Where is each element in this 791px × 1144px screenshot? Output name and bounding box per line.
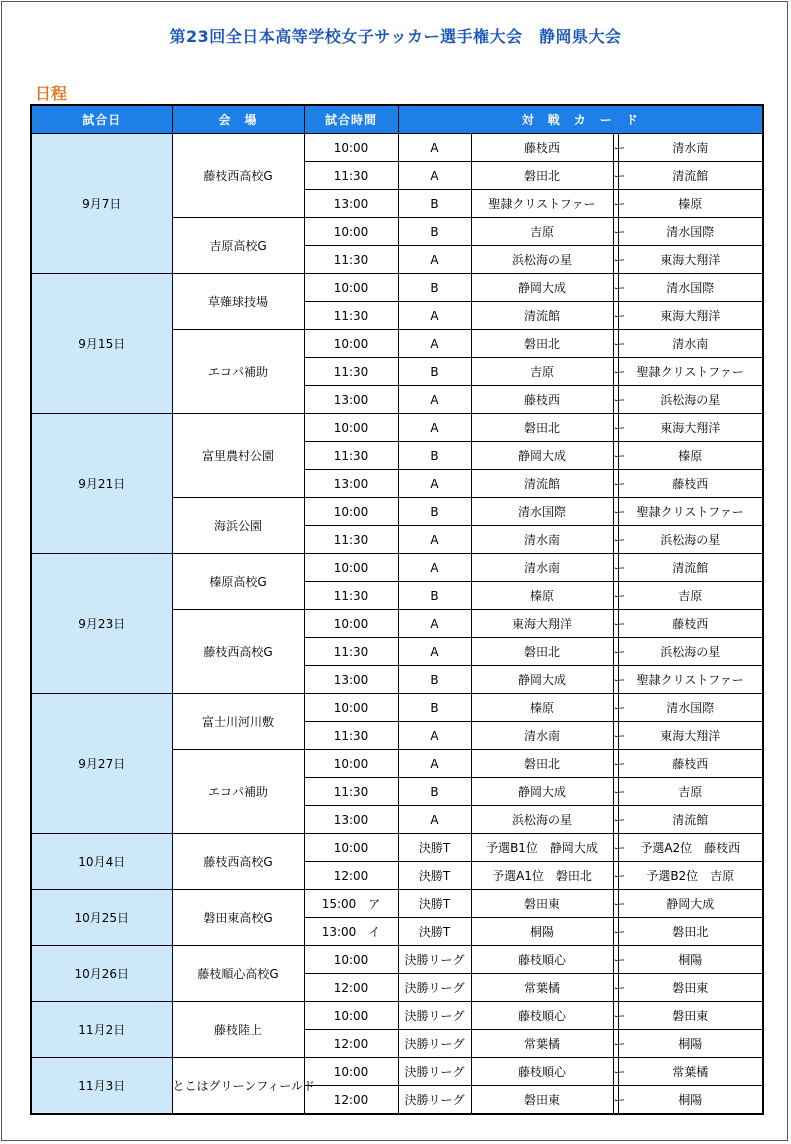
group-label: 決勝T [398,918,471,946]
venue-name: 富里農村公園 [172,414,304,498]
kickoff-time: 13:00 [304,666,398,694]
kickoff-time: 10:00 [304,330,398,358]
away-team: 吉原 [618,582,763,610]
match-date: 11月2日 [31,1002,172,1058]
away-team: 静岡大成 [618,890,763,918]
venue-name: とこはグリーンフィールド [172,1058,304,1115]
kickoff-time: 13:00 [304,386,398,414]
home-team: 静岡大成 [471,666,613,694]
versus-separator: ー [613,414,618,442]
schedule-body [31,134,763,1115]
group-label: B [398,218,471,246]
versus-separator: ー [613,330,618,358]
match-row [31,946,763,974]
kickoff-time: 11:30 [304,722,398,750]
kickoff-time: 10:00 [304,414,398,442]
group-label: 決勝T [398,890,471,918]
kickoff-time: 10:00 [304,554,398,582]
versus-separator: ー [613,274,618,302]
kickoff-time: 10:00 [304,218,398,246]
group-label: 決勝T [398,862,471,890]
match-date: 10月26日 [31,946,172,1002]
group-label: B [398,582,471,610]
venue-name: 富士川河川敷 [172,694,304,750]
versus-separator: ー [613,190,618,218]
versus-separator: ー [613,666,618,694]
match-date: 9月15日 [31,274,172,414]
match-row [31,274,763,302]
versus-separator: ー [613,862,618,890]
home-team: 静岡大成 [471,442,613,470]
kickoff-time: 11:30 [304,582,398,610]
home-team: 浜松海の星 [471,806,613,834]
group-label: A [398,302,471,330]
group-label: A [398,470,471,498]
versus-separator: ー [613,498,618,526]
group-label: A [398,134,471,162]
venue-name: 藤枝陸上 [172,1002,304,1058]
versus-separator: ー [613,750,618,778]
versus-separator: ー [613,638,618,666]
match-date: 10月4日 [31,834,172,890]
match-row [31,1002,763,1030]
group-label: 決勝リーグ [398,1086,471,1115]
kickoff-time: 10:00 [304,274,398,302]
away-team: 榛原 [618,442,763,470]
match-row [31,890,763,918]
away-team: 聖隷クリストファー [618,498,763,526]
group-label: 決勝リーグ [398,1002,471,1030]
kickoff-time: 11:30 [304,162,398,190]
kickoff-time: 15:00 ア [304,890,398,918]
page-title: 第23回全日本高等学校女子サッカー選手権大会 静岡県大会 [169,27,622,46]
group-label: A [398,750,471,778]
away-team: 藤枝西 [618,610,763,638]
group-label: 決勝リーグ [398,1058,471,1086]
away-team: 桐陽 [618,946,763,974]
venue-name: 藤枝順心高校G [172,946,304,1002]
home-team: 藤枝西 [471,386,613,414]
kickoff-time: 12:00 [304,1086,398,1115]
home-team: 東海大翔洋 [471,610,613,638]
home-team: 桐陽 [471,918,613,946]
match-row [31,554,763,582]
header-card: 対 戦 カ ー ド [398,105,763,134]
home-team: 予選B1位 静岡大成 [471,834,613,862]
home-team: 清流館 [471,470,613,498]
group-label: A [398,526,471,554]
away-team: 清流館 [618,806,763,834]
versus-separator: ー [613,218,618,246]
kickoff-time: 11:30 [304,302,398,330]
header-venue: 会 場 [172,105,304,134]
away-team: 桐陽 [618,1086,763,1115]
away-team: 藤枝西 [618,470,763,498]
away-team: 清水国際 [618,274,763,302]
group-label: B [398,778,471,806]
kickoff-time: 13:00 [304,190,398,218]
away-team: 吉原 [618,778,763,806]
venue-name: 榛原高校G [172,554,304,610]
away-team: 浜松海の星 [618,638,763,666]
away-team: 東海大翔洋 [618,722,763,750]
versus-separator: ー [613,778,618,806]
versus-separator: ー [613,582,618,610]
kickoff-time: 10:00 [304,1058,398,1086]
home-team: 磐田東 [471,1086,613,1115]
match-row [31,694,763,722]
venue-name: 藤枝西高校G [172,834,304,890]
group-label: B [398,498,471,526]
group-label: A [398,414,471,442]
away-team: 桐陽 [618,1030,763,1058]
versus-separator: ー [613,890,618,918]
kickoff-time: 11:30 [304,778,398,806]
versus-separator: ー [613,162,618,190]
group-label: 決勝リーグ [398,974,471,1002]
kickoff-time: 10:00 [304,694,398,722]
home-team: 藤枝順心 [471,1002,613,1030]
kickoff-time: 10:00 [304,498,398,526]
kickoff-time: 10:00 [304,610,398,638]
away-team: 清流館 [618,554,763,582]
match-row [31,134,763,162]
versus-separator: ー [613,974,618,1002]
match-row [31,414,763,442]
home-team: 藤枝西 [471,134,613,162]
away-team: 常葉橘 [618,1058,763,1086]
group-label: B [398,358,471,386]
group-label: B [398,442,471,470]
group-label: B [398,274,471,302]
away-team: 聖隷クリストファー [618,666,763,694]
match-date: 9月21日 [31,414,172,554]
venue-name: 藤枝西高校G [172,610,304,694]
group-label: A [398,330,471,358]
home-team: 常葉橘 [471,1030,613,1058]
match-date: 10月25日 [31,890,172,946]
home-team: 榛原 [471,582,613,610]
home-team: 浜松海の星 [471,246,613,274]
venue-name: エコパ補助 [172,750,304,834]
home-team: 磐田東 [471,890,613,918]
away-team: 予選B2位 吉原 [618,862,763,890]
home-team: 磐田北 [471,414,613,442]
versus-separator: ー [613,806,618,834]
home-team: 清水国際 [471,498,613,526]
kickoff-time: 13:00 [304,806,398,834]
kickoff-time: 10:00 [304,1002,398,1030]
header-time: 試合時間 [304,105,398,134]
home-team: 常葉橘 [471,974,613,1002]
home-team: 磐田北 [471,638,613,666]
versus-separator: ー [613,302,618,330]
kickoff-time: 11:30 [304,442,398,470]
away-team: 清水国際 [618,218,763,246]
versus-separator: ー [613,946,618,974]
kickoff-time: 13:00 イ [304,918,398,946]
away-team: 榛原 [618,190,763,218]
versus-separator: ー [613,442,618,470]
away-team: 磐田東 [618,1002,763,1030]
versus-separator: ー [613,1030,618,1058]
home-team: 静岡大成 [471,778,613,806]
venue-name: 藤枝西高校G [172,134,304,218]
kickoff-time: 11:30 [304,358,398,386]
versus-separator: ー [613,1002,618,1030]
away-team: 東海大翔洋 [618,302,763,330]
kickoff-time: 10:00 [304,834,398,862]
home-team: 藤枝順心 [471,946,613,974]
away-team: 清流館 [618,162,763,190]
group-label: A [398,722,471,750]
group-label: B [398,694,471,722]
kickoff-time: 12:00 [304,974,398,1002]
away-team: 聖隷クリストファー [618,358,763,386]
versus-separator: ー [613,1086,618,1115]
group-label: A [398,386,471,414]
home-team: 磐田北 [471,330,613,358]
home-team: 清流館 [471,302,613,330]
versus-separator: ー [613,834,618,862]
group-label: A [398,554,471,582]
home-team: 清水南 [471,722,613,750]
versus-separator: ー [613,610,618,638]
match-row [31,834,763,862]
away-team: 東海大翔洋 [618,246,763,274]
kickoff-time: 10:00 [304,134,398,162]
kickoff-time: 12:00 [304,1030,398,1058]
versus-separator: ー [613,386,618,414]
home-team: 榛原 [471,694,613,722]
match-date: 11月3日 [31,1058,172,1115]
match-date: 9月23日 [31,554,172,694]
versus-separator: ー [613,470,618,498]
away-team: 磐田北 [618,918,763,946]
versus-separator: ー [613,694,618,722]
versus-separator: ー [613,722,618,750]
home-team: 清水南 [471,554,613,582]
kickoff-time: 11:30 [304,526,398,554]
group-label: A [398,246,471,274]
away-team: 清水国際 [618,694,763,722]
venue-name: 草薙球技場 [172,274,304,330]
away-team: 清水南 [618,330,763,358]
versus-separator: ー [613,134,618,162]
away-team: 東海大翔洋 [618,414,763,442]
kickoff-time: 10:00 [304,946,398,974]
group-label: B [398,190,471,218]
kickoff-time: 11:30 [304,246,398,274]
group-label: B [398,666,471,694]
group-label: A [398,610,471,638]
header-row [31,105,763,134]
versus-separator: ー [613,246,618,274]
kickoff-time: 12:00 [304,862,398,890]
group-label: 決勝T [398,834,471,862]
group-label: A [398,162,471,190]
versus-separator: ー [613,526,618,554]
match-date: 9月27日 [31,694,172,834]
home-team: 吉原 [471,358,613,386]
match-date: 9月7日 [31,134,172,274]
versus-separator: ー [613,554,618,582]
home-team: 藤枝順心 [471,1058,613,1086]
home-team: 予選A1位 磐田北 [471,862,613,890]
schedule-table [30,104,764,1115]
group-label: 決勝リーグ [398,946,471,974]
away-team: 藤枝西 [618,750,763,778]
home-team: 静岡大成 [471,274,613,302]
match-row [31,1058,763,1086]
venue-name: エコパ補助 [172,330,304,414]
header-date: 試合日 [31,105,172,134]
home-team: 吉原 [471,218,613,246]
group-label: A [398,638,471,666]
versus-separator: ー [613,1058,618,1086]
group-label: A [398,806,471,834]
section-heading: 日程 [35,84,68,103]
venue-name: 吉原高校G [172,218,304,274]
group-label: 決勝リーグ [398,1030,471,1058]
venue-name: 海浜公園 [172,498,304,554]
away-team: 浜松海の星 [618,386,763,414]
away-team: 清水南 [618,134,763,162]
home-team: 清水南 [471,526,613,554]
away-team: 磐田東 [618,974,763,1002]
home-team: 聖隷クリストファー [471,190,613,218]
away-team: 浜松海の星 [618,526,763,554]
kickoff-time: 13:00 [304,470,398,498]
kickoff-time: 10:00 [304,750,398,778]
home-team: 磐田北 [471,750,613,778]
venue-name: 磐田東高校G [172,890,304,946]
home-team: 磐田北 [471,162,613,190]
versus-separator: ー [613,358,618,386]
away-team: 予選A2位 藤枝西 [618,834,763,862]
versus-separator: ー [613,918,618,946]
kickoff-time: 11:30 [304,638,398,666]
